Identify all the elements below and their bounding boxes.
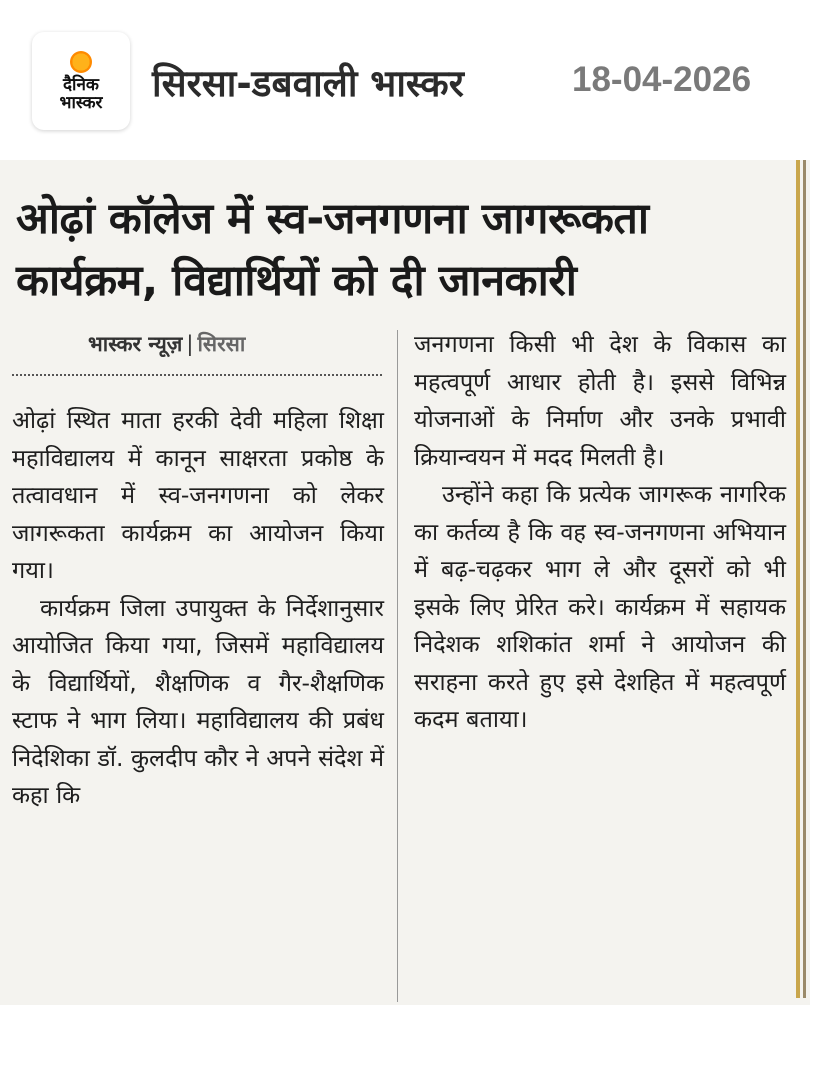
article-column-right xyxy=(414,326,786,739)
column-divider xyxy=(397,330,398,1002)
byline-separator: | xyxy=(186,332,194,356)
paragraph: उन्होंने कहा कि प्रत्येक जागरूक नागरिक का कर्तव्य है कि वह स्व-जनगणना अभियान में बढ़-चढ़कर भाग ले और दूसरों को भी इसके लिए प्रेरित करे। कार्यक्रम में सहायक निदेशक शशिकांत शर्मा ने आयोजन की सराहना करते हुए इसे देशहित में महत्वपूर्ण कदम बताया। xyxy=(414,480,786,733)
logo-text-line2: भास्कर xyxy=(59,92,103,113)
dainik-bhaskar-logo[interactable] xyxy=(32,32,130,130)
edition-date: 18-04-2026 xyxy=(572,60,752,99)
paragraph: ओढ़ां स्थित माता हरकी देवी महिला शिक्षा महाविद्यालय में कानून साक्षरता प्रकोष्ठ के तत्वावधान में स्व-जनगणना को लेकर जागरूकता कार्यक्रम का आयोजन किया गया। xyxy=(12,406,384,584)
article-headline: ओढ़ां कॉलेज में स्व-जनगणना जागरूकता कार्यक्रम, विद्यार्थियों को दी जानकारी xyxy=(16,194,649,306)
clipping-edge xyxy=(796,160,800,998)
byline-source: भास्कर न्यूज़ xyxy=(88,332,183,356)
clipping-edge-shadow xyxy=(803,160,806,998)
byline-divider xyxy=(12,374,382,376)
edition-title: सिरसा-डबवाली भास्कर xyxy=(152,62,464,105)
byline-place: सिरसा xyxy=(197,332,246,356)
paragraph: जनगणना किसी भी देश के विकास का महत्वपूर्ण आधार होती है। इससे विभिन्न योजनाओं के निर्माण और उनके प्रभावी क्रियान्वयन में मदद मिलती है। xyxy=(414,330,786,471)
logo-text-line1: दैनिक xyxy=(63,74,99,95)
paragraph: कार्यक्रम जिला उपायुक्त के निर्देशानुसार आयोजित किया गया, जिसमें महाविद्यालय के विद्यार्थियों, शैक्षणिक व गैर-शैक्षणिक स्टाफ ने भाग लिया। महाविद्यालय की प्रबंध निदेशिका डॉ. कुलदीप कौर ने अपने संदेश में कहा कि xyxy=(12,593,384,809)
sun-icon xyxy=(70,51,92,73)
article-column-left xyxy=(12,402,384,815)
article-byline xyxy=(88,330,245,358)
app-header xyxy=(0,0,822,160)
